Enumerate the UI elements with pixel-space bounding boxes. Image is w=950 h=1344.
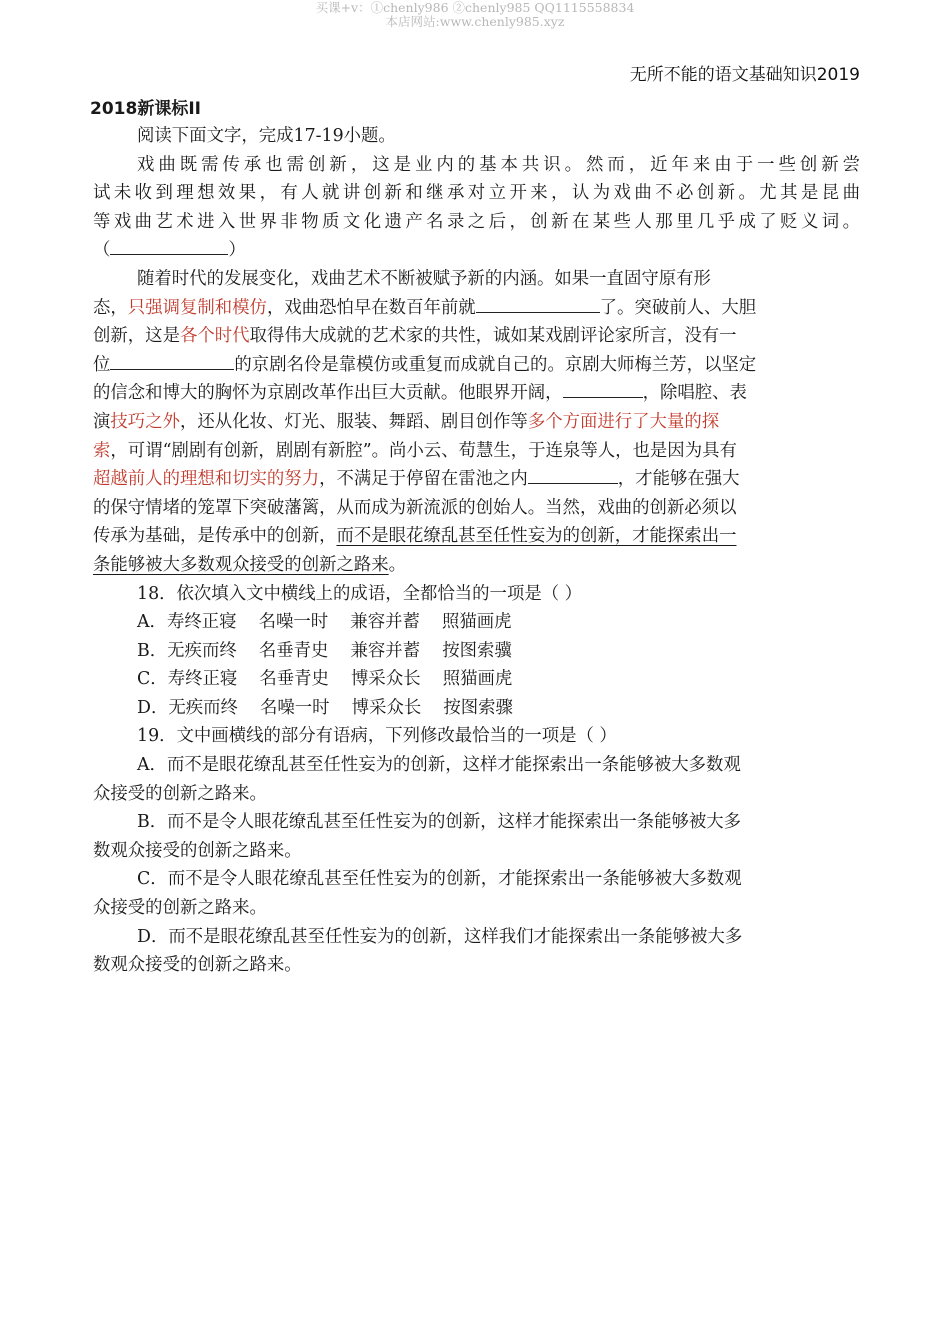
q18-option-b[interactable]: B．无疾而终 名垂青史 兼容并蓄 按图索骥 bbox=[137, 640, 512, 661]
fill-blank[interactable] bbox=[476, 295, 600, 313]
highlighted-phrase: 多个方面进行了大量的探 bbox=[527, 411, 720, 432]
highlighted-phrase: 技巧之外 bbox=[110, 411, 180, 432]
q19-option-b[interactable]: B．而不是令人眼花缭乱甚至任性妄为的创新，这样才能探索出一条能够被大多 bbox=[137, 812, 742, 833]
fill-blank[interactable] bbox=[563, 380, 643, 398]
page-header-title: 无所不能的语文基础知识2019 bbox=[629, 65, 860, 85]
intro-line: 阅读下面文字，完成17-19小题。 bbox=[137, 126, 396, 146]
q18-option-a[interactable]: A．寿终正寝 名噪一时 兼容并蓄 照猫画虎 bbox=[137, 612, 512, 633]
passage-line: 创新，这是各个时代取得伟大成就的艺术家的共性，诚如某戏剧评论家所言，没有一 bbox=[93, 326, 737, 347]
underlined-sentence: 条能够被大多数观众接受的创新之路来 bbox=[93, 554, 389, 575]
q19-option-b-cont: 数观众接受的创新之路来。 bbox=[93, 840, 302, 861]
passage-line: 随着时代的发展变化，戏曲艺术不断被赋予新的内涵。如果一直固守原有形 bbox=[137, 268, 711, 289]
q19-option-a[interactable]: A．而不是眼花缭乱甚至任性妄为的创新，这样才能探索出一条能够被大多数观 bbox=[137, 755, 741, 776]
q18-option-d[interactable]: D．无疾而终 名噪一时 博采众长 按图索骤 bbox=[137, 697, 513, 718]
section-title: 2018新课标II bbox=[90, 99, 201, 119]
passage-line: 传承为基础，是传承中的创新，而不是眼花缭乱甚至任性妄为的创新，才能探索出一 bbox=[93, 526, 737, 547]
highlighted-phrase: 索 bbox=[93, 440, 111, 461]
highlighted-phrase: 超越前人的理想和切实的努力 bbox=[93, 469, 320, 490]
underlined-sentence: 而不是眼花缭乱甚至任性妄为的创新，才能探索出一 bbox=[336, 526, 737, 547]
q18-option-c[interactable]: C．寿终正寝 名垂青史 博采众长 照猫画虎 bbox=[137, 669, 513, 690]
watermark-line-2: 本店网站:www.chenly985.xyz bbox=[385, 14, 565, 29]
passage-line: 等戏曲艺术进入世界非物质文化遗产名录之后，创新在某些人那里几乎成了贬义词。 bbox=[93, 211, 860, 232]
question-18-stem: 18．依次填入文中横线上的成语，全都恰当的一项是（ ） bbox=[137, 583, 583, 604]
fill-blank[interactable] bbox=[110, 352, 234, 370]
fill-blank[interactable] bbox=[110, 237, 228, 255]
passage-line: 态，只强调复制和模仿，戏曲恐怕早在数百年前就 了。突破前人、大胆 bbox=[93, 294, 860, 323]
highlighted-phrase: 只强调复制和模仿 bbox=[127, 297, 267, 318]
watermark-line-1: 买课+v：①chenly986 ②chenly985 QQ1115558834 bbox=[315, 0, 635, 15]
q19-option-c-cont: 众接受的创新之路来。 bbox=[93, 898, 267, 919]
passage-line: 条能够被大多数观众接受的创新之路来。 bbox=[93, 554, 407, 575]
passage-line: 演技巧之外，还从化妆、灯光、服装、舞蹈、剧目创作等多个方面进行了大量的探 bbox=[93, 411, 720, 432]
q19-option-c[interactable]: C．而不是令人眼花缭乱甚至任性妄为的创新，才能探索出一条能够被大多数观 bbox=[137, 869, 742, 890]
document-body bbox=[93, 122, 860, 980]
q19-option-d[interactable]: D．而不是眼花缭乱甚至任性妄为的创新，这样我们才能探索出一条能够被大多 bbox=[137, 926, 743, 947]
passage-line: 索，可谓“剧剧有创新，剧剧有新腔”。尚小云、荀慧生，于连泉等人，也是因为具有 bbox=[93, 440, 737, 461]
passage-line: 的保守情堵的笼罩下突破藩篱，从而成为新流派的创始人。当然，戏曲的创新必须以 bbox=[93, 497, 737, 518]
answer-blank-line: （ ） bbox=[93, 236, 860, 265]
passage-line: 试未收到理想效果，有人就讲创新和继承对立开来，认为戏曲不必创新。尤其是昆曲 bbox=[93, 183, 860, 204]
passage-line: 位 的京剧名伶是靠模仿或重复而成就自己的。京剧大师梅兰芳，以坚定 bbox=[93, 351, 860, 380]
passage-line: 超越前人的理想和切实的努力，不满足于停留在雷池之内 ，才能够在强大 bbox=[93, 465, 860, 494]
highlighted-phrase: 各个时代 bbox=[179, 326, 250, 347]
q19-option-d-cont: 数观众接受的创新之路来。 bbox=[93, 955, 302, 976]
passage-line: 戏曲既需传承也需创新，这是业内的基本共识。然而，近年来由于一些创新尝 bbox=[137, 154, 860, 175]
fill-blank[interactable] bbox=[528, 466, 618, 484]
passage-line: 的信念和博大的胸怀为京剧改革作出巨大贡献。他眼界开阔， ，除唱腔、表 bbox=[93, 379, 860, 408]
question-19-stem: 19．文中画横线的部分有语病，下列修改最恰当的一项是（ ） bbox=[137, 726, 617, 747]
q19-option-a-cont: 众接受的创新之路来。 bbox=[93, 783, 267, 804]
